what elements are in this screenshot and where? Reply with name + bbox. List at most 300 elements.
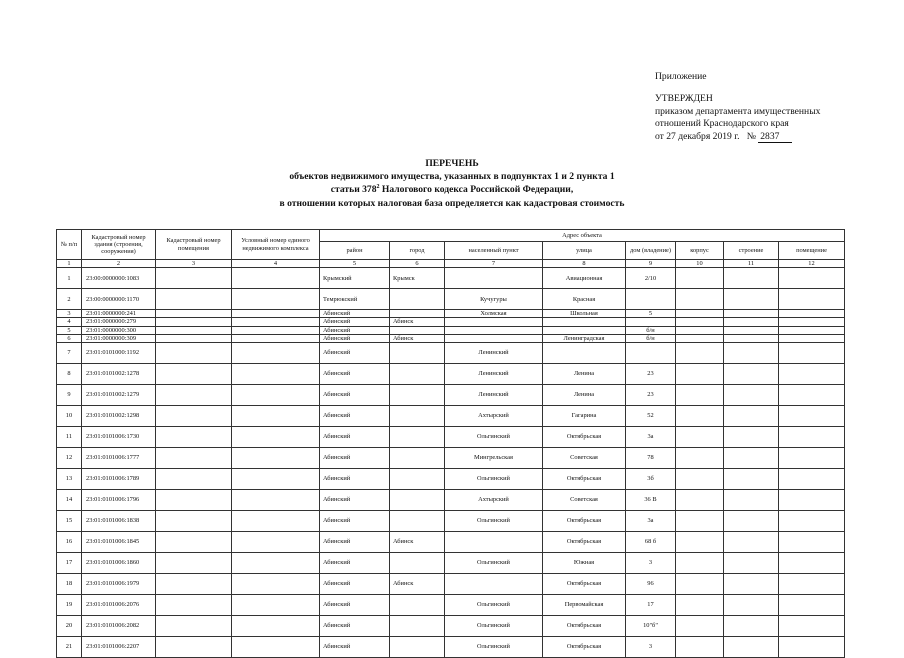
settlement-cell: Ленинский xyxy=(445,385,543,406)
premises-cell xyxy=(779,334,845,342)
cadastral-number: 23:01:0000000:279 xyxy=(82,318,156,326)
cadastral-number: 23:01:0101006:1777 xyxy=(82,448,156,469)
street-cell: Школьная xyxy=(543,310,626,318)
table-row xyxy=(57,310,845,318)
house-cell: 2/10 xyxy=(626,268,676,289)
order-line-2: отношений Краснодарского края xyxy=(655,118,789,130)
row-number: 10 xyxy=(57,406,82,427)
street-cell: Первомайская xyxy=(543,595,626,616)
structure-cell xyxy=(724,343,779,364)
city-cell xyxy=(390,289,445,310)
house-cell: 23 xyxy=(626,385,676,406)
district-cell: Абинский xyxy=(320,553,390,574)
conditional-number-cell xyxy=(232,334,320,342)
structure-cell xyxy=(724,289,779,310)
house-cell: 68 б xyxy=(626,532,676,553)
header-house: дом (владение) xyxy=(626,242,676,260)
order-date-line xyxy=(655,131,820,143)
house-cell: б/н xyxy=(626,334,676,342)
house-cell: 36 В xyxy=(626,490,676,511)
table-row xyxy=(57,289,845,310)
settlement-cell xyxy=(445,318,543,326)
header-conditional-number: Условный номер единого недвижимого комплекса xyxy=(232,230,320,260)
street-cell xyxy=(543,318,626,326)
structure-cell xyxy=(724,595,779,616)
house-cell: 3а xyxy=(626,511,676,532)
house-cell: 17 xyxy=(626,595,676,616)
district-cell: Абинский xyxy=(320,427,390,448)
city-cell: Абинск xyxy=(390,532,445,553)
city-cell xyxy=(390,385,445,406)
house-cell: 23 xyxy=(626,364,676,385)
settlement-cell xyxy=(445,334,543,342)
table-row xyxy=(57,326,845,334)
building-cell xyxy=(676,406,724,427)
city-cell xyxy=(390,553,445,574)
premises-cell xyxy=(779,490,845,511)
title-line-3-post: Налогового кодекса Российской Федерации, xyxy=(379,184,574,196)
conditional-number-cell xyxy=(232,310,320,318)
street-cell: Ленина xyxy=(543,364,626,385)
city-cell xyxy=(390,637,445,658)
cadastral-number: 23:01:0101002:1298 xyxy=(82,406,156,427)
district-cell: Абинский xyxy=(320,574,390,595)
city-cell xyxy=(390,364,445,385)
premises-cell xyxy=(779,318,845,326)
table-row xyxy=(57,553,845,574)
row-number: 20 xyxy=(57,616,82,637)
premises-cell xyxy=(779,364,845,385)
house-cell: 78 xyxy=(626,448,676,469)
conditional-number-cell xyxy=(232,595,320,616)
building-cell xyxy=(676,385,724,406)
conditional-number-cell xyxy=(232,289,320,310)
premises-cell xyxy=(779,532,845,553)
column-number: 10 xyxy=(676,260,724,268)
conditional-number-cell xyxy=(232,318,320,326)
conditional-number-cell xyxy=(232,511,320,532)
structure-cell xyxy=(724,334,779,342)
column-number: 6 xyxy=(390,260,445,268)
cadastral-number: 23:01:0101006:1796 xyxy=(82,490,156,511)
settlement-cell xyxy=(445,574,543,595)
cadastral-number: 23:01:0101006:2082 xyxy=(82,616,156,637)
conditional-number-cell xyxy=(232,532,320,553)
cadastral-room-cell xyxy=(156,326,232,334)
building-cell xyxy=(676,448,724,469)
settlement-cell: Ольгинский xyxy=(445,595,543,616)
cadastral-room-cell xyxy=(156,385,232,406)
header-district: район xyxy=(320,242,390,260)
structure-cell xyxy=(724,427,779,448)
conditional-number-cell xyxy=(232,385,320,406)
premises-cell xyxy=(779,406,845,427)
settlement-cell: Ленинский xyxy=(445,343,543,364)
settlement-cell: Ольгинский xyxy=(445,511,543,532)
conditional-number-cell xyxy=(232,427,320,448)
cadastral-room-cell xyxy=(156,553,232,574)
settlement-cell: Мингрельская xyxy=(445,448,543,469)
cadastral-room-cell xyxy=(156,637,232,658)
cadastral-room-cell xyxy=(156,574,232,595)
header-city: город xyxy=(390,242,445,260)
house-cell: б/н xyxy=(626,326,676,334)
cadastral-number: 23:00:0000000:1170 xyxy=(82,289,156,310)
city-cell: Абинск xyxy=(390,334,445,342)
title-line-3-sup: 2 xyxy=(376,184,380,191)
conditional-number-cell xyxy=(232,406,320,427)
order-date: от 27 декабря 2019 г. № xyxy=(655,130,756,142)
building-cell xyxy=(676,637,724,658)
city-cell: Абинск xyxy=(390,574,445,595)
table-row xyxy=(57,469,845,490)
settlement-cell: Ахтырский xyxy=(445,406,543,427)
table-row xyxy=(57,637,845,658)
house-cell: 96 xyxy=(626,574,676,595)
table-row xyxy=(57,334,845,342)
building-cell xyxy=(676,318,724,326)
cadastral-number: 23:01:0000000:241 xyxy=(82,310,156,318)
premises-cell xyxy=(779,616,845,637)
structure-cell xyxy=(724,469,779,490)
cadastral-room-cell xyxy=(156,469,232,490)
table-row xyxy=(57,268,845,289)
house-cell: 52 xyxy=(626,406,676,427)
table-row xyxy=(57,385,845,406)
house-cell: 10"б" xyxy=(626,616,676,637)
district-cell: Абинский xyxy=(320,318,390,326)
street-cell: Советская xyxy=(543,490,626,511)
header-cadastral-room: Кадастровый номер помещения xyxy=(156,230,232,260)
street-cell: Южная xyxy=(543,553,626,574)
approval-block xyxy=(655,71,820,143)
row-number: 14 xyxy=(57,490,82,511)
cadastral-number: 23:01:0101002:1278 xyxy=(82,364,156,385)
district-cell: Абинский xyxy=(320,637,390,658)
building-cell xyxy=(676,511,724,532)
building-cell xyxy=(676,343,724,364)
street-cell: Октябрьская xyxy=(543,469,626,490)
cadastral-room-cell xyxy=(156,595,232,616)
row-number: 6 xyxy=(57,334,82,342)
row-number: 1 xyxy=(57,268,82,289)
street-cell: Ленинградская xyxy=(543,334,626,342)
table-row xyxy=(57,511,845,532)
row-number: 7 xyxy=(57,343,82,364)
cadastral-room-cell xyxy=(156,268,232,289)
header-building: корпус xyxy=(676,242,724,260)
district-cell: Абинский xyxy=(320,616,390,637)
structure-cell xyxy=(724,406,779,427)
cadastral-number: 23:00:0000000:1083 xyxy=(82,268,156,289)
property-table xyxy=(56,229,845,658)
district-cell: Абинский xyxy=(320,310,390,318)
row-number: 15 xyxy=(57,511,82,532)
cadastral-room-cell xyxy=(156,310,232,318)
building-cell xyxy=(676,616,724,637)
cadastral-number: 23:01:0101006:1730 xyxy=(82,427,156,448)
conditional-number-cell xyxy=(232,364,320,385)
city-cell xyxy=(390,490,445,511)
conditional-number-cell xyxy=(232,490,320,511)
cadastral-room-cell xyxy=(156,511,232,532)
settlement-cell xyxy=(445,532,543,553)
column-number: 2 xyxy=(82,260,156,268)
cadastral-room-cell xyxy=(156,318,232,326)
structure-cell xyxy=(724,385,779,406)
row-number: 3 xyxy=(57,310,82,318)
conditional-number-cell xyxy=(232,268,320,289)
title-line-2: объектов недвижимого имущества, указанных в подпунктах 1 и 2 пункта 1 xyxy=(289,171,615,183)
street-cell: Гагарина xyxy=(543,406,626,427)
premises-cell xyxy=(779,343,845,364)
row-number: 17 xyxy=(57,553,82,574)
building-cell xyxy=(676,469,724,490)
building-cell xyxy=(676,289,724,310)
title-line-1: ПЕРЕЧЕНЬ xyxy=(425,158,479,169)
title-line-3 xyxy=(0,183,904,196)
premises-cell xyxy=(779,326,845,334)
conditional-number-cell xyxy=(232,574,320,595)
house-cell: 3 xyxy=(626,637,676,658)
conditional-number-cell xyxy=(232,343,320,364)
city-cell xyxy=(390,448,445,469)
cadastral-number: 23:01:0000000:300 xyxy=(82,326,156,334)
column-number: 5 xyxy=(320,260,390,268)
structure-cell xyxy=(724,448,779,469)
cadastral-room-cell xyxy=(156,532,232,553)
column-number: 9 xyxy=(626,260,676,268)
table-row xyxy=(57,574,845,595)
building-cell xyxy=(676,595,724,616)
cadastral-room-cell xyxy=(156,343,232,364)
column-number: 11 xyxy=(724,260,779,268)
house-cell xyxy=(626,318,676,326)
row-number: 13 xyxy=(57,469,82,490)
cadastral-number: 23:01:0101006:2207 xyxy=(82,637,156,658)
building-cell xyxy=(676,532,724,553)
column-number: 1 xyxy=(57,260,82,268)
district-cell: Темрюкский xyxy=(320,289,390,310)
cadastral-room-cell xyxy=(156,448,232,469)
premises-cell xyxy=(779,637,845,658)
district-cell: Абинский xyxy=(320,406,390,427)
settlement-cell: Ольгинский xyxy=(445,427,543,448)
city-cell xyxy=(390,326,445,334)
district-cell: Абинский xyxy=(320,448,390,469)
cadastral-room-cell xyxy=(156,427,232,448)
structure-cell xyxy=(724,310,779,318)
table-row xyxy=(57,406,845,427)
city-cell xyxy=(390,469,445,490)
building-cell xyxy=(676,553,724,574)
premises-cell xyxy=(779,289,845,310)
street-cell: Авиационная xyxy=(543,268,626,289)
street-cell: Красная xyxy=(543,289,626,310)
house-cell: 3б xyxy=(626,469,676,490)
row-number: 12 xyxy=(57,448,82,469)
cadastral-number: 23:01:0101006:1838 xyxy=(82,511,156,532)
row-number: 9 xyxy=(57,385,82,406)
row-number: 8 xyxy=(57,364,82,385)
header-street: улица xyxy=(543,242,626,260)
cadastral-room-cell xyxy=(156,289,232,310)
building-cell xyxy=(676,326,724,334)
building-cell xyxy=(676,427,724,448)
building-cell xyxy=(676,490,724,511)
row-number: 5 xyxy=(57,326,82,334)
district-cell: Крымский xyxy=(320,268,390,289)
district-cell: Абинский xyxy=(320,334,390,342)
settlement-cell: Ольгинский xyxy=(445,616,543,637)
district-cell: Абинский xyxy=(320,326,390,334)
premises-cell xyxy=(779,511,845,532)
city-cell xyxy=(390,310,445,318)
street-cell: Октябрьская xyxy=(543,511,626,532)
building-cell xyxy=(676,334,724,342)
city-cell xyxy=(390,343,445,364)
cadastral-number: 23:01:0101006:1789 xyxy=(82,469,156,490)
premises-cell xyxy=(779,553,845,574)
settlement-cell: Ольгинский xyxy=(445,553,543,574)
premises-cell xyxy=(779,427,845,448)
district-cell: Абинский xyxy=(320,343,390,364)
structure-cell xyxy=(724,268,779,289)
conditional-number-cell xyxy=(232,469,320,490)
structure-cell xyxy=(724,364,779,385)
row-number: 2 xyxy=(57,289,82,310)
district-cell: Абинский xyxy=(320,364,390,385)
street-cell: Октябрьская xyxy=(543,574,626,595)
order-number: 2837 xyxy=(758,132,792,143)
district-cell: Абинский xyxy=(320,511,390,532)
column-number: 3 xyxy=(156,260,232,268)
city-cell xyxy=(390,616,445,637)
house-cell: 3 xyxy=(626,553,676,574)
conditional-number-cell xyxy=(232,616,320,637)
street-cell: Октябрьская xyxy=(543,532,626,553)
cadastral-room-cell xyxy=(156,490,232,511)
structure-cell xyxy=(724,511,779,532)
row-number: 19 xyxy=(57,595,82,616)
house-cell: 3а xyxy=(626,427,676,448)
street-cell xyxy=(543,326,626,334)
document-title xyxy=(0,157,904,210)
header-premises: помещение xyxy=(779,242,845,260)
approved-label: УТВЕРЖДЕН xyxy=(655,93,713,105)
premises-cell xyxy=(779,310,845,318)
table-row xyxy=(57,318,845,326)
cadastral-room-cell xyxy=(156,616,232,637)
structure-cell xyxy=(724,532,779,553)
cadastral-number: 23:01:0101006:2076 xyxy=(82,595,156,616)
cadastral-room-cell xyxy=(156,364,232,385)
column-number: 8 xyxy=(543,260,626,268)
order-line-1: приказом департамента имущественных xyxy=(655,105,821,117)
settlement-cell: Ольгинский xyxy=(445,637,543,658)
city-cell xyxy=(390,427,445,448)
building-cell xyxy=(676,574,724,595)
header-num: № п/п xyxy=(57,230,82,260)
table-row xyxy=(57,364,845,385)
city-cell: Крымск xyxy=(390,268,445,289)
street-cell xyxy=(543,343,626,364)
table-row xyxy=(57,427,845,448)
row-number: 21 xyxy=(57,637,82,658)
title-line-3-pre: статьи 378 xyxy=(330,184,377,196)
structure-cell xyxy=(724,616,779,637)
house-cell xyxy=(626,343,676,364)
structure-cell xyxy=(724,553,779,574)
street-cell: Октябрьская xyxy=(543,637,626,658)
structure-cell xyxy=(724,318,779,326)
table-row xyxy=(57,595,845,616)
cadastral-number: 23:01:0101000:1192 xyxy=(82,343,156,364)
structure-cell xyxy=(724,637,779,658)
city-cell: Абинск xyxy=(390,318,445,326)
cadastral-number: 23:01:0101002:1279 xyxy=(82,385,156,406)
conditional-number-cell xyxy=(232,326,320,334)
column-number: 7 xyxy=(445,260,543,268)
row-number: 11 xyxy=(57,427,82,448)
column-number: 12 xyxy=(779,260,845,268)
street-cell: Ленина xyxy=(543,385,626,406)
building-cell xyxy=(676,268,724,289)
column-number: 4 xyxy=(232,260,320,268)
structure-cell xyxy=(724,490,779,511)
house-cell xyxy=(626,289,676,310)
structure-cell xyxy=(724,326,779,334)
settlement-cell: Ольгинский xyxy=(445,469,543,490)
row-number: 16 xyxy=(57,532,82,553)
row-number: 4 xyxy=(57,318,82,326)
premises-cell xyxy=(779,385,845,406)
conditional-number-cell xyxy=(232,553,320,574)
cadastral-number: 23:01:0000000:309 xyxy=(82,334,156,342)
header-cadastral-building: Кадастровый номер здания (строения, сооружения) xyxy=(82,230,156,260)
table-row xyxy=(57,343,845,364)
table-row xyxy=(57,490,845,511)
premises-cell xyxy=(779,448,845,469)
settlement-cell: Ленинский xyxy=(445,364,543,385)
conditional-number-cell xyxy=(232,448,320,469)
table-row xyxy=(57,616,845,637)
cadastral-number: 23:01:0101006:1860 xyxy=(82,553,156,574)
city-cell xyxy=(390,595,445,616)
structure-cell xyxy=(724,574,779,595)
settlement-cell xyxy=(445,326,543,334)
header-address: Адрес объекта xyxy=(320,230,845,242)
conditional-number-cell xyxy=(232,637,320,658)
house-cell: 5 xyxy=(626,310,676,318)
street-cell: Октябрьская xyxy=(543,616,626,637)
appendix-label: Приложение xyxy=(655,71,707,82)
city-cell xyxy=(390,406,445,427)
cadastral-number: 23:01:0101006:1845 xyxy=(82,532,156,553)
settlement-cell: Кучугуры xyxy=(445,289,543,310)
title-line-4: в отношении которых налоговая база определяется как кадастровая стоимость xyxy=(279,197,625,209)
premises-cell xyxy=(779,595,845,616)
premises-cell xyxy=(779,268,845,289)
building-cell xyxy=(676,364,724,385)
premises-cell xyxy=(779,469,845,490)
building-cell xyxy=(676,310,724,318)
header-settlement: населенный пункт xyxy=(445,242,543,260)
cadastral-room-cell xyxy=(156,334,232,342)
row-number: 18 xyxy=(57,574,82,595)
district-cell: Абинский xyxy=(320,385,390,406)
cadastral-number: 23:01:0101006:1979 xyxy=(82,574,156,595)
